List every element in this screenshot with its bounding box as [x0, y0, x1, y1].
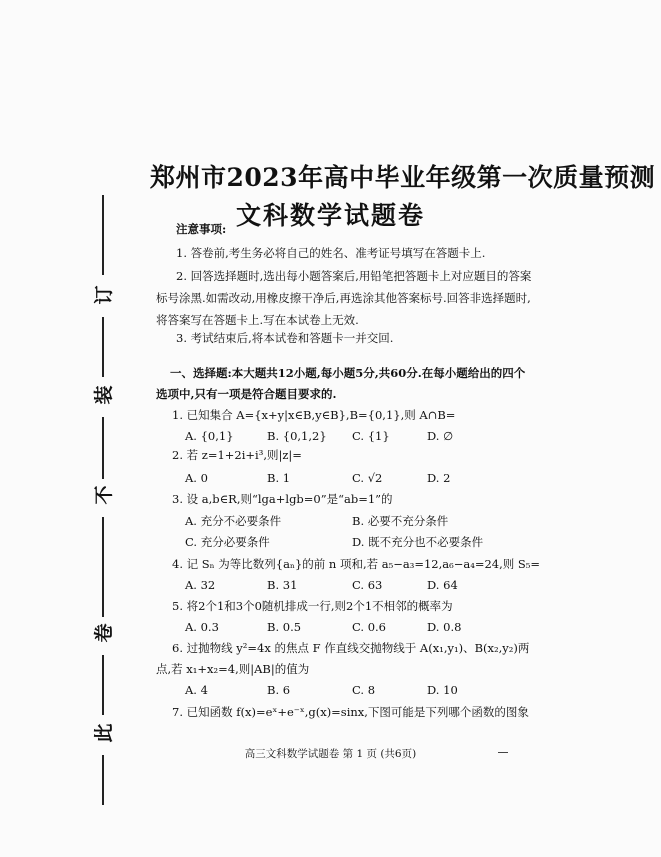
question-option: B. {0,1,2}: [267, 429, 327, 443]
notes-item: 3. 考试结束后,将本试卷和答题卡一并交回.: [176, 331, 394, 345]
question-option: B. 6: [267, 683, 291, 697]
notes-item: 2. 回答选择题时,选出每小题答案后,用铅笔把答题卡上对应题目的答案: [176, 269, 532, 283]
question-option: D. 10: [427, 683, 458, 697]
notes-item: 标号涂黑.如需改动,用橡皮擦干净后,再选涂其他答案标号.回答非选择题时,: [156, 291, 531, 305]
question-option: C. {1}: [352, 429, 390, 443]
question-stem: 点,若 x₁+x₂=4,则|AB|的值为: [156, 662, 310, 676]
question-stem: 7. 已知函数 f(x)=eˣ+e⁻ˣ,g(x)=sinx,下图可能是下列哪个函数的图象: [172, 705, 529, 719]
question-stem: 2. 若 z=1+2i+i³,则|z|=: [172, 448, 302, 462]
binding-line: [102, 517, 104, 617]
scan-mark: [498, 752, 508, 753]
binding-char: 卷: [93, 623, 113, 646]
question-option: A. 4: [185, 683, 208, 697]
binding-char: 订: [93, 285, 113, 308]
notes-item: 将答案写在答题卡上.写在本试卷上无效.: [156, 313, 359, 327]
question-option: D. 0.8: [427, 620, 462, 634]
question-option: D. 既不充分也不必要条件: [352, 535, 484, 549]
question-option: A. 0.3: [185, 620, 219, 634]
question-stem: 3. 设 a,b∈R,则“lga+lgb=0”是“ab=1”的: [172, 492, 393, 506]
question-option: B. 必要不充分条件: [352, 514, 449, 528]
binding-line: [102, 317, 104, 377]
question-option: C. 充分必要条件: [185, 535, 270, 549]
binding-char: 此: [93, 723, 113, 746]
binding-char: 装: [93, 385, 113, 408]
exam-subtitle: 文科数学试题卷: [235, 201, 425, 230]
section-heading: 一、选择题:本大题共12小题,每小题5分,共60分.在每小题给出的四个: [170, 366, 526, 380]
question-option: C. √2: [352, 471, 383, 485]
question-option: A. 32: [185, 578, 216, 592]
question-option: A. 0: [185, 471, 208, 485]
question-stem: 1. 已知集合 A={x+y|x∈B,y∈B},B={0,1},则 A∩B=: [172, 408, 456, 422]
question-option: A. {0,1}: [185, 429, 234, 443]
question-option: C. 63: [352, 578, 383, 592]
question-option: D. 64: [427, 578, 458, 592]
question-option: D. ∅: [427, 429, 454, 443]
notes-item: 1. 答卷前,考生务必将自己的姓名、准考证号填写在答题卡上.: [176, 246, 486, 260]
binding-margin: [70, 195, 140, 805]
question-stem: 5. 将2个1和3个0随机排成一行,则2个1不相邻的概率为: [172, 599, 453, 613]
question-option: A. 充分不必要条件: [185, 514, 282, 528]
binding-line: [102, 755, 104, 805]
question-option: C. 8: [352, 683, 376, 697]
section-heading: 选项中,只有一项是符合题目要求的.: [156, 387, 337, 401]
page-footer: 高三文科数学试题卷 第 1 页 (共6页): [244, 748, 417, 760]
question-stem: 6. 过抛物线 y²=4x 的焦点 F 作直线交抛物线于 A(x₁,y₁)、B(x₂,y₂)两: [172, 641, 530, 655]
binding-char: 不: [93, 485, 113, 508]
question-option: B. 1: [267, 471, 291, 485]
question-option: B. 0.5: [267, 620, 302, 634]
notes-heading: 注意事项:: [176, 222, 227, 236]
question-option: B. 31: [267, 578, 298, 592]
question-stem: 4. 记 Sₙ 为等比数列{aₙ}的前 n 项和,若 a₅−a₃=12,a₆−a₄=24,则 S₅=: [172, 557, 541, 571]
question-option: D. 2: [427, 471, 451, 485]
exam-title: 郑州市2023年高中毕业年级第一次质量预测: [150, 163, 656, 192]
binding-line: [102, 417, 104, 479]
binding-line: [102, 655, 104, 715]
question-option: C. 0.6: [352, 620, 386, 634]
